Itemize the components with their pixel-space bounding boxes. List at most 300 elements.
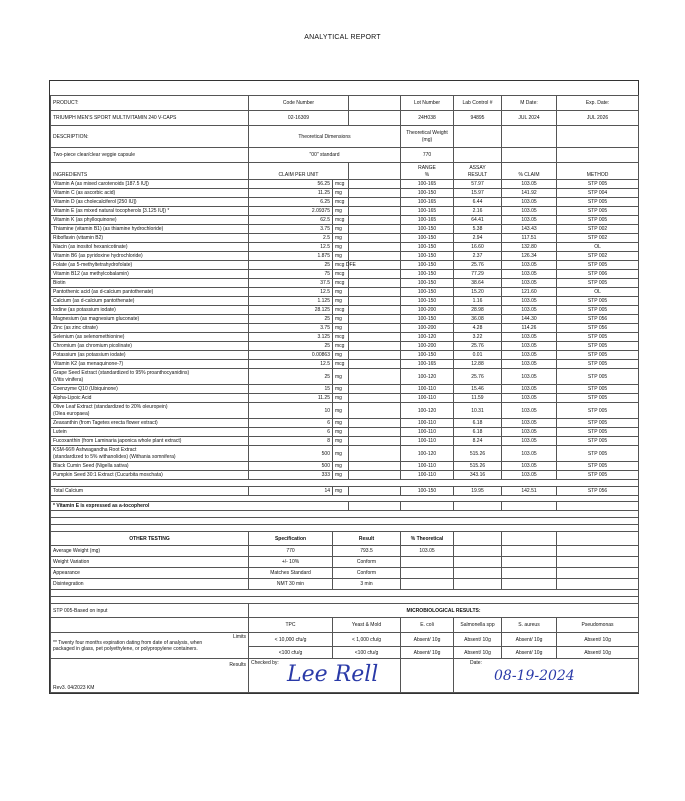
ingredient-pct-claim: 103.05	[502, 351, 557, 360]
ingredient-range: 100-120	[401, 333, 454, 342]
other-testing-row	[51, 568, 639, 579]
ingredient-unit: mg	[333, 394, 349, 403]
ingredient-unit: mcg	[333, 198, 349, 207]
ingredient-name: Zeaxanthin (from Tagetes erecta flower extract)	[51, 419, 249, 428]
ingredient-pct-claim: 103.05	[502, 419, 557, 428]
capsule-description: Two-piece clear/clear veggie capsule	[51, 148, 249, 163]
ingredient-pct-claim: 103.05	[502, 385, 557, 394]
ingredient-result: 6.44	[454, 198, 502, 207]
ingredient-name: Pantothenic acid (as d-calcium pantothenate)	[51, 288, 249, 297]
ingredient-range: 100-165	[401, 216, 454, 225]
description-label: DESCRIPTION:	[51, 126, 249, 148]
ingredient-pct-claim: 103.05	[502, 270, 557, 279]
ingredient-range: 100-150	[401, 279, 454, 288]
micro-col-yeast: Yeast & Mold	[333, 618, 401, 633]
report-table	[50, 81, 639, 693]
ingredient-method: STP 005	[557, 394, 639, 403]
ingredient-result: 5.38	[454, 225, 502, 234]
ingredient-pct-claim: 103.05	[502, 180, 557, 189]
ingredient-method: STP 005	[557, 403, 639, 419]
ingredient-name: Vitamin B12 (as methylcobalamin)	[51, 270, 249, 279]
result-ecoli: Absent/ 10g	[401, 647, 454, 659]
ingredient-result: 2.94	[454, 234, 502, 243]
ingredient-range: 100-165	[401, 198, 454, 207]
ingredient-range: 100-150	[401, 297, 454, 306]
theoretical-header: % Theoretical	[401, 532, 454, 546]
top-header	[51, 81, 639, 180]
ingredient-unit: mcg DFE	[333, 261, 349, 270]
ingredient-claim: 8	[249, 437, 333, 446]
ingredient-unit: mg	[333, 419, 349, 428]
ingredient-claim: 3.125	[249, 333, 333, 342]
total-claim: 14	[249, 487, 333, 496]
date-label: Date:	[470, 660, 482, 666]
method-header: METHOD	[557, 163, 639, 180]
ingredient-name: Black Cumin Seed (Nigella sativa)	[51, 462, 249, 471]
ingredient-unit: mcg	[333, 360, 349, 369]
ingredient-name: Vitamin E (as mixed natural tocopherols [3.125 IU]) *	[51, 207, 249, 216]
ingredient-method: STP 005	[557, 306, 639, 315]
ingredient-pct-claim: 103.05	[502, 462, 557, 471]
micro-col-tpc: TPC	[249, 618, 333, 633]
exp-label: Exp. Date:	[557, 96, 639, 111]
ingredient-name: Olive Leaf Extract (standardized to 20% oleuropein) (Olea europaea)	[51, 403, 249, 419]
ingredient-range: 100-165	[401, 180, 454, 189]
ingredient-row	[51, 288, 639, 297]
ingredient-pct-claim: 141.92	[502, 189, 557, 198]
ingredient-unit: mg	[333, 351, 349, 360]
ingredient-name: Grape Seed Extract (standardized to 95% proanthocyanidins) (Vitis vinifera)	[51, 369, 249, 385]
ingredient-pct-claim: 103.05	[502, 333, 557, 342]
ingredient-method: STP 056	[557, 315, 639, 324]
ingredient-range: 100-120	[401, 369, 454, 385]
ingredient-row	[51, 189, 639, 198]
ingredient-name: Iodine (as potassium iodate)	[51, 306, 249, 315]
ingredient-pct-claim: 103.05	[502, 446, 557, 462]
ingredient-method: STP 005	[557, 261, 639, 270]
result-saureus: Absent/ 10g	[502, 647, 557, 659]
ingredient-result: 15.20	[454, 288, 502, 297]
ingredient-pct-claim: 126.34	[502, 252, 557, 261]
ingredient-claim: 75	[249, 270, 333, 279]
ingredient-unit: mg	[333, 446, 349, 462]
ingredient-pct-claim: 103.05	[502, 198, 557, 207]
ingredient-result: 11.59	[454, 394, 502, 403]
ingredient-name: Magnesium (as magnesium gluconate)	[51, 315, 249, 324]
ingredient-claim: 6.25	[249, 198, 333, 207]
ingredient-name: Vitamin D (as cholecalciferol [250 IU])	[51, 198, 249, 207]
product-name: TRIUMPH MEN'S SPORT MULTIVITAMIN 240 V-CAPS	[51, 111, 249, 126]
ingredient-name: Vitamin K (as phylloquinone)	[51, 216, 249, 225]
ingredient-method: STP 002	[557, 225, 639, 234]
ingredient-range: 100-200	[401, 342, 454, 351]
ingredient-result: 15.97	[454, 189, 502, 198]
report-title: ANALYTICAL REPORT	[304, 34, 381, 41]
ingredient-row	[51, 207, 639, 216]
ingredient-result: 2.37	[454, 252, 502, 261]
ingredient-unit: mg	[333, 437, 349, 446]
ingredient-row	[51, 351, 639, 360]
ingredient-range: 100-150	[401, 225, 454, 234]
ingredient-claim: 10	[249, 403, 333, 419]
ingredient-claim: 25	[249, 369, 333, 385]
ingredient-range: 100-150	[401, 270, 454, 279]
ingredient-method: STP 004	[557, 189, 639, 198]
test-name: Appearance	[51, 568, 249, 579]
other-testing-body	[51, 546, 639, 590]
ingredient-method: STP 005	[557, 471, 639, 480]
limit-salmonella: Absent/ 10g	[454, 633, 502, 647]
ingredient-range: 100-110	[401, 437, 454, 446]
ingredient-range: 100-110	[401, 394, 454, 403]
date-cell	[454, 659, 639, 693]
ingredient-name: Alpha-Lipoic Acid	[51, 394, 249, 403]
ingredient-name: Potassium (as potassium iodate)	[51, 351, 249, 360]
ingredient-name: Folate (as 5-methyltetrahydrofolate)	[51, 261, 249, 270]
ingredient-unit: mcg	[333, 279, 349, 288]
test-spec: Matches Standard	[249, 568, 333, 579]
ingredient-result: 57.97	[454, 180, 502, 189]
ingredient-claim: 1.875	[249, 252, 333, 261]
ingredient-row	[51, 342, 639, 351]
ingredient-range: 100-200	[401, 306, 454, 315]
ingredient-row	[51, 261, 639, 270]
ingredient-range: 100-165	[401, 360, 454, 369]
ingredient-method: STP 005	[557, 216, 639, 225]
ingredient-row	[51, 270, 639, 279]
ingredient-claim: 0.00863	[249, 351, 333, 360]
ingredient-unit: mg	[333, 428, 349, 437]
other-testing-row	[51, 546, 639, 557]
ingredient-range: 100-110	[401, 428, 454, 437]
ingredient-row	[51, 243, 639, 252]
test-result: Conform	[333, 557, 401, 568]
test-result: 793.5	[333, 546, 401, 557]
ingredient-name: Lutein	[51, 428, 249, 437]
result-pseudomonas: Absent/ 10g	[557, 647, 639, 659]
limits-label: Limits	[232, 634, 246, 640]
micro-col-saureus: S. aureus	[502, 618, 557, 633]
ingredient-name: Riboflavin (vitamin B2)	[51, 234, 249, 243]
ingredient-unit: mg	[333, 369, 349, 385]
limit-tpc: < 10,000 cfu/g	[249, 633, 333, 647]
ingredient-result: 4.28	[454, 324, 502, 333]
ingredient-claim: 500	[249, 446, 333, 462]
ingredient-row	[51, 225, 639, 234]
total-method: STP 056	[557, 487, 639, 496]
ingredient-pct-claim: 121.60	[502, 288, 557, 297]
ingredient-result: 8.24	[454, 437, 502, 446]
total-section	[51, 480, 639, 532]
ingredient-pct-claim: 103.05	[502, 437, 557, 446]
ingredient-pct-claim: 103.05	[502, 369, 557, 385]
ingredient-unit: mg	[333, 297, 349, 306]
ingredient-range: 100-110	[401, 462, 454, 471]
expiration-note: ** Twenty four months expiration dating from date of analysis, when packaged in glass, pet polyethylene, or polypropylene containers. Limits	[51, 633, 249, 659]
ingredient-claim: 2.5	[249, 234, 333, 243]
ingredient-method: STP 005	[557, 446, 639, 462]
ingredient-unit: mg	[333, 252, 349, 261]
ingredient-method: STP 005	[557, 428, 639, 437]
ingredient-range: 100-150	[401, 351, 454, 360]
micro-col-salmonella: Salmonella spp	[454, 618, 502, 633]
ingredient-result: 28.98	[454, 306, 502, 315]
stp-note: STP 005-Based on input	[51, 604, 249, 618]
result-tpc: <100 cfu/g	[249, 647, 333, 659]
ingredient-pct-claim: 103.05	[502, 428, 557, 437]
ingredient-pct-claim: 103.05	[502, 216, 557, 225]
ingredient-result: 25.76	[454, 342, 502, 351]
other-testing-row	[51, 579, 639, 590]
ingredient-claim: 333	[249, 471, 333, 480]
ingredient-result: 12.88	[454, 360, 502, 369]
ingredient-pct-claim: 114.26	[502, 324, 557, 333]
ingredient-unit: mg	[333, 315, 349, 324]
test-result: Conform	[333, 568, 401, 579]
results-label: Results	[229, 662, 246, 668]
ingredient-range: 100-200	[401, 324, 454, 333]
code-number: 02-16309	[249, 111, 349, 126]
limit-saureus: Absent/ 10g	[502, 633, 557, 647]
ingredient-unit: mg	[333, 324, 349, 333]
ingredient-pct-claim: 103.05	[502, 306, 557, 315]
lot-number: 24H038	[401, 111, 454, 126]
ingredient-row	[51, 333, 639, 342]
ingredient-range: 100-110	[401, 419, 454, 428]
ingredient-range: 100-165	[401, 207, 454, 216]
ingredient-claim: 12.5	[249, 360, 333, 369]
lot-label: Lot Number	[401, 96, 454, 111]
ingredient-unit: mg	[333, 403, 349, 419]
ingredient-claim: 11.25	[249, 394, 333, 403]
ingredient-pct-claim: 103.05	[502, 279, 557, 288]
ingredient-method: STP 005	[557, 180, 639, 189]
signature: Lee Rell	[287, 662, 379, 687]
test-theoretical	[401, 568, 454, 579]
ingredient-unit: mcg	[333, 180, 349, 189]
ingredient-name: Vitamin B6 (as pyridoxine hydrochloride)	[51, 252, 249, 261]
rev-cell	[51, 659, 249, 693]
ingredient-method: STP 005	[557, 369, 639, 385]
ingredient-range: 100-150	[401, 288, 454, 297]
ingredient-pct-claim: 103.05	[502, 207, 557, 216]
ingredient-range: 100-150	[401, 234, 454, 243]
ingredient-row	[51, 369, 639, 385]
ingredient-method: STP 005	[557, 385, 639, 394]
ingredient-row	[51, 385, 639, 394]
ingredient-claim: 28.125	[249, 306, 333, 315]
ingredient-claim: 25	[249, 315, 333, 324]
specification-header: Specification	[249, 532, 333, 546]
product-label: PRODUCT:	[51, 96, 249, 111]
ingredient-claim: 37.5	[249, 279, 333, 288]
ingredient-pct-claim: 103.05	[502, 471, 557, 480]
checked-by-label: Checked by:	[251, 660, 279, 666]
ingredient-claim: 500	[249, 462, 333, 471]
ingredient-range: 100-150	[401, 315, 454, 324]
ingredient-pct-claim: 117.51	[502, 234, 557, 243]
micro-header: MICROBIOLOGICAL RESULTS:	[249, 604, 639, 618]
ingredient-claim: 6	[249, 428, 333, 437]
report-sheet	[49, 80, 639, 694]
ingredient-row	[51, 180, 639, 189]
spacer	[51, 81, 639, 96]
ingredient-row	[51, 446, 639, 462]
ingredients-header: INGREDIENTS	[51, 163, 249, 180]
ingredient-name: Chromium (as chromium picolinate)	[51, 342, 249, 351]
ingredient-pct-claim: 103.05	[502, 360, 557, 369]
ingredient-method: STP 005	[557, 351, 639, 360]
ingredient-method: STP 005	[557, 360, 639, 369]
ingredient-name: Vitamin K2 (as menaquinone-7)	[51, 360, 249, 369]
ingredient-result: 343.16	[454, 471, 502, 480]
ingredient-claim: 12.5	[249, 243, 333, 252]
exp-date: JUL 2026	[557, 111, 639, 126]
test-spec: 770	[249, 546, 333, 557]
ingredient-result: 0.01	[454, 351, 502, 360]
ingredient-result: 38.64	[454, 279, 502, 288]
result-yeast: <100 cfu/g	[333, 647, 401, 659]
m-date: JUL 2024	[502, 111, 557, 126]
ingredient-method: STP 005	[557, 207, 639, 216]
ingredient-claim: 15	[249, 385, 333, 394]
ingredient-unit: mg	[333, 225, 349, 234]
ingredient-unit: mcg	[333, 216, 349, 225]
ingredient-unit: mg	[333, 234, 349, 243]
ingredient-claim: 11.25	[249, 189, 333, 198]
ingredient-result: 10.31	[454, 403, 502, 419]
total-result: 19.95	[454, 487, 502, 496]
ingredient-pct-claim: 103.05	[502, 342, 557, 351]
ingredient-row	[51, 297, 639, 306]
theoretical-weight-label: Theoretical Weight (mg)	[401, 126, 454, 148]
ingredient-pct-claim: 103.05	[502, 261, 557, 270]
ingredient-method: STP 005	[557, 279, 639, 288]
ingredient-pct-claim: 103.05	[502, 403, 557, 419]
ingredient-row	[51, 437, 639, 446]
ingredient-row	[51, 279, 639, 288]
code-label: Code Number	[249, 96, 349, 111]
ingredient-name: Calcium (as d-calcium pantothenate)	[51, 297, 249, 306]
ingredient-claim: 3.75	[249, 324, 333, 333]
limit-ecoli: Absent/ 10g	[401, 633, 454, 647]
ingredient-name: Vitamin C (as ascorbic acid)	[51, 189, 249, 198]
ingredient-claim: 25	[249, 261, 333, 270]
ingredient-row	[51, 234, 639, 243]
ingredient-method: STP 005	[557, 333, 639, 342]
ingredient-row	[51, 403, 639, 419]
ingredient-pct-claim: 132.80	[502, 243, 557, 252]
theoretical-dimensions-label: Theoretical Dimensions	[249, 126, 401, 148]
ingredient-result: 15.46	[454, 385, 502, 394]
ingredient-result: 16.60	[454, 243, 502, 252]
theoretical-weight: 770	[401, 148, 454, 163]
test-name: Disintegration	[51, 579, 249, 590]
ingredient-method: STP 006	[557, 270, 639, 279]
claim-header: CLAIM PER UNIT	[249, 163, 349, 180]
ingredient-method: OL	[557, 288, 639, 297]
ingredient-method: STP 005	[557, 198, 639, 207]
ingredient-claim: 25	[249, 342, 333, 351]
ingredient-claim: 3.75	[249, 225, 333, 234]
ingredient-row	[51, 419, 639, 428]
signed-date: 08-19-2024	[494, 668, 575, 684]
range-header: RANGE %	[401, 163, 454, 180]
ingredient-claim: 1.125	[249, 297, 333, 306]
test-spec: NMT 30 min	[249, 579, 333, 590]
ingredient-unit: mg	[333, 189, 349, 198]
ingredient-name: Vitamin A (as mixed carotenoids [187.5 IU])	[51, 180, 249, 189]
ingredient-row	[51, 428, 639, 437]
ingredient-row	[51, 360, 639, 369]
ingredient-range: 100-110	[401, 471, 454, 480]
ingredient-name: Selenium (as selenomethionine)	[51, 333, 249, 342]
ingredient-range: 100-150	[401, 252, 454, 261]
test-theoretical	[401, 579, 454, 590]
total-pct: 142.51	[502, 487, 557, 496]
ingredient-claim: 12.5	[249, 288, 333, 297]
test-name: Weight Variation	[51, 557, 249, 568]
capsule-size: "00" standard	[249, 148, 401, 163]
ingredient-name: Fucoxanthin (from Laminaria japonica whole plant extract)	[51, 437, 249, 446]
ingredient-range: 100-120	[401, 403, 454, 419]
ingredient-name: Biotin	[51, 279, 249, 288]
pct-claim-header: % CLAIM	[502, 163, 557, 180]
ingredient-result: 25.76	[454, 369, 502, 385]
ingredient-name: Niacin (as inositol hexanicotinate)	[51, 243, 249, 252]
result-salmonella: Absent/ 10g	[454, 647, 502, 659]
test-name: Average Weight (mg)	[51, 546, 249, 557]
ingredient-claim: 56.25	[249, 180, 333, 189]
ingredient-range: 100-150	[401, 261, 454, 270]
ingredient-claim: 62.5	[249, 216, 333, 225]
result-header: Result	[333, 532, 401, 546]
ingredient-method: STP 002	[557, 234, 639, 243]
mdate-label: M Date:	[502, 96, 557, 111]
rev-label: Rev3. 04/2023 KM	[53, 685, 95, 691]
ingredient-range: 100-150	[401, 243, 454, 252]
ingredient-name: Coenzyme Q10 (Ubiquinone)	[51, 385, 249, 394]
ingredient-result: 77.29	[454, 270, 502, 279]
ingredient-row	[51, 198, 639, 207]
test-theoretical	[401, 557, 454, 568]
total-unit: mg	[333, 487, 349, 496]
ingredient-pct-claim: 103.05	[502, 394, 557, 403]
ingredient-claim: 2.09375	[249, 207, 333, 216]
ingredient-result: 36.08	[454, 315, 502, 324]
ingredient-unit: mg	[333, 462, 349, 471]
ingredient-result: 515.26	[454, 446, 502, 462]
ingredient-method: STP 002	[557, 252, 639, 261]
ingredient-unit: mg	[333, 385, 349, 394]
checked-by-cell	[249, 659, 401, 693]
ingredient-claim: 6	[249, 419, 333, 428]
ingredients-body	[51, 180, 639, 480]
ingredient-unit: mcg	[333, 270, 349, 279]
ingredient-unit: mg	[333, 471, 349, 480]
ingredient-row	[51, 471, 639, 480]
ingredient-result: 1.16	[454, 297, 502, 306]
ingredient-method: STP 056	[557, 324, 639, 333]
ingredient-pct-claim: 143.43	[502, 225, 557, 234]
ingredient-method: STP 005	[557, 342, 639, 351]
ingredient-method: STP 005	[557, 437, 639, 446]
total-range: 100-150	[401, 487, 454, 496]
other-testing-section	[51, 532, 639, 546]
other-testing-header: OTHER TESTING	[51, 532, 249, 546]
ingredient-method: STP 005	[557, 419, 639, 428]
ingredient-name: Thiamine (vitamin B1) (as thiamine hydrochloride)	[51, 225, 249, 234]
